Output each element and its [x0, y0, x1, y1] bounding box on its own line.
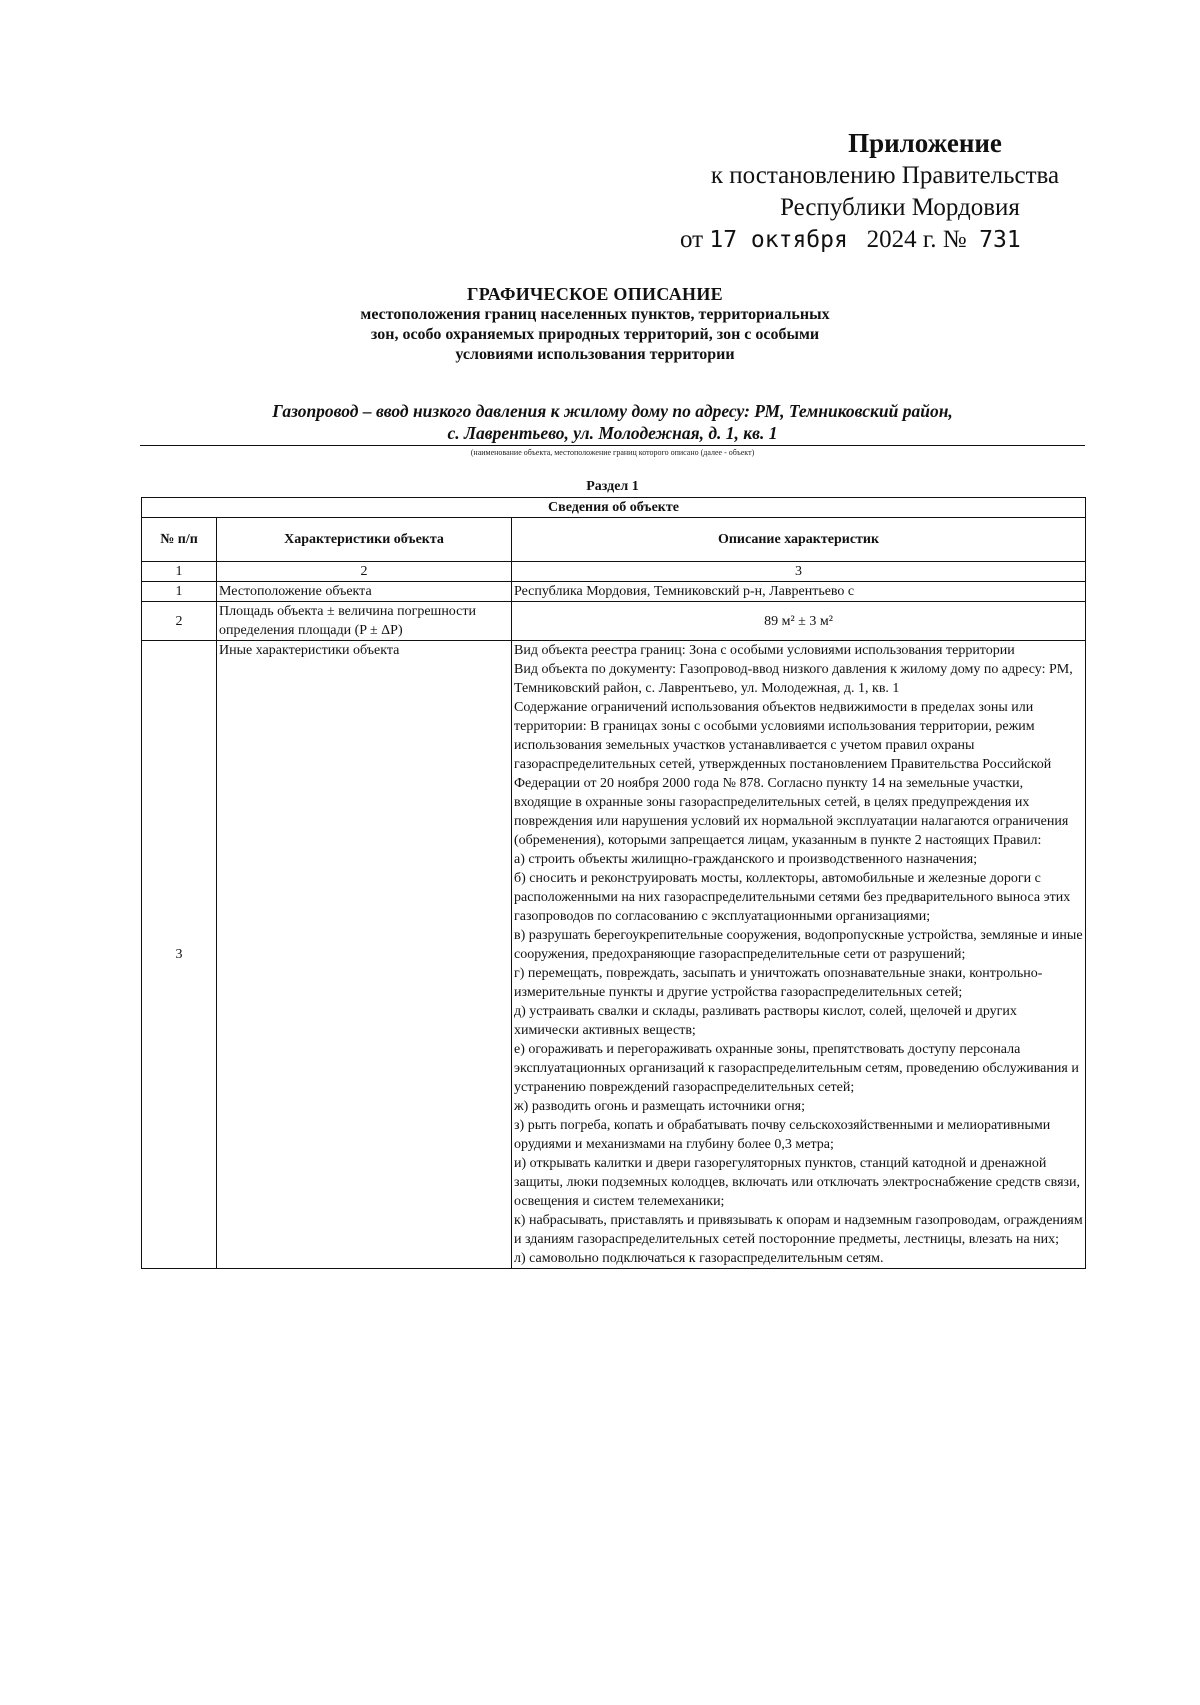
description-paragraph: Содержание ограничений использования объектов недвижимости в пределах зоны или территории: В границах зоны с особыми условиями использования территории, режим использования земельных участков устанавливается с учетом правил охраны газораспределительных сетей, утвержденных постановлением Правительства Российской Федерации от 20 ноября 2000 года № 878. Согласно пункту 14 на земельные участки, входящие в охранные зоны газораспределительных сетей, в целях предупреждения их повреждения или нарушения условий их нормальной эксплуатации налагаются ограничения (обременения), которыми запрещается лицам, указанным в пункте 2 настоящих Правил: [514, 700, 1069, 848]
column-index-2: 2 [217, 562, 512, 582]
table-row [142, 602, 1086, 641]
restriction-item: г) перемещать, повреждать, засыпать и уничтожать опознавательные знаки, контрольно-измерительные пункты и другие устройства газораспределительных сетей; [514, 966, 1043, 1000]
restriction-item: в) разрушать берегоукрепительные сооружения, водопропускные устройства, земляные и иные сооружения, предохраняющие газораспределительные сети от разрушений; [514, 928, 1083, 962]
row-description: Республика Мордовия, Темниковский р-н, Лаврентьево с [512, 582, 1086, 602]
document-title-line-1: местоположения границ населенных пунктов, территориальных [360, 306, 830, 323]
date-prefix: от [680, 226, 704, 253]
restriction-item: е) огораживать и перегораживать охранные зоны, препятствовать доступу персонала эксплуатационных организаций к газораспределительным сетям, проведению обслуживания и устранению повреждений газораспределительных сетей; [514, 1042, 1079, 1095]
restriction-item: д) устраивать свалки и склады, разливать растворы кислот, солей, щелочей и других химически активных веществ; [514, 1004, 1017, 1038]
object-underline [140, 445, 1085, 446]
document-title [250, 283, 940, 365]
object-info-table [141, 497, 1086, 1269]
object-name-line-1: Газопровод – ввод низкого давления к жилому дому по адресу: РМ, Темниковский район, [272, 401, 953, 421]
section-label: Раздел 1 [586, 479, 639, 494]
restriction-item: б) сносить и реконструировать мосты, коллекторы, автомобильные и железные дороги с расположенными на них газораспределительными сетями без предварительного выноса этих газопроводов по согласованию с эксплуатационными организациями; [514, 871, 1071, 924]
appendix-date [640, 224, 1100, 256]
table-title: Сведения об объекте [142, 498, 1086, 518]
description-paragraph: Вид объекта реестра границ: Зона с особыми условиями использования территории [514, 643, 1015, 658]
column-header-number: № п/п [142, 518, 217, 562]
decree-number: 731 [979, 227, 1021, 253]
row-number: 1 [142, 582, 217, 602]
restriction-item: к) набрасывать, приставлять и привязывать к опорам и надземным газопроводам, ограждениям и зданиям газораспределительных сетей посторонние предметы, лестницы, влезать на них; [514, 1213, 1083, 1247]
object-name-line-2: с. Лаврентьево, ул. Молодежная, д. 1, кв. 1 [447, 423, 778, 443]
table-row [142, 641, 1086, 1269]
column-header-characteristics: Характеристики объекта [217, 518, 512, 562]
table-row [142, 582, 1086, 602]
table-index-row [142, 562, 1086, 582]
row-number: 3 [142, 641, 217, 1269]
restriction-item: а) строить объекты жилищно-гражданского и производственного назначения; [514, 852, 978, 867]
appendix-line-2: Республики Мордовия [780, 194, 1020, 221]
restriction-item: ж) разводить огонь и размещать источники огня; [514, 1099, 805, 1114]
table-title-row [142, 498, 1086, 518]
row-number: 2 [142, 602, 217, 641]
row-characteristic: Иные характеристики объекта [217, 641, 512, 1269]
restriction-item: з) рыть погреба, копать и обрабатывать почву сельскохозяйственными и мелиоративными орудиями и механизмами на глубину более 0,3 метра; [514, 1118, 1051, 1152]
restriction-item: и) открывать калитки и двери газорегуляторных пунктов, станций катодной и дренажной защиты, люки подземных колодцев, включать или отключать электроснабжение средств связи, освещения и систем телемеханики; [514, 1156, 1081, 1209]
restriction-item: л) самовольно подключаться к газораспределительным сетям. [514, 1251, 884, 1266]
date-year: 2024 г. № [866, 226, 967, 253]
date-day-month: 17 октября [709, 227, 848, 253]
description-paragraph: Вид объекта по документу: Газопровод-ввод низкого давления к жилому дому по адресу: РМ, Темниковский район, с. Лаврентьево, ул. Молодежная, д. 1, кв. 1 [514, 662, 1073, 696]
object-caption: (наименование объекта, местоположение границ которого описано (далее - объект) [470, 448, 755, 457]
column-index-1: 1 [142, 562, 217, 582]
table-header-row [142, 518, 1086, 562]
document-title-line-2: зон, особо охраняемых природных территорий, зон с особыми [370, 326, 820, 343]
row-characteristic: Площадь объекта ± величина погрешности определения площади (P ± ΔP) [217, 602, 512, 641]
document-title-main: ГРАФИЧЕСКОЕ ОПИСАНИЕ [467, 284, 723, 304]
row-description [512, 641, 1086, 1269]
appendix-header [640, 126, 1100, 256]
object-name [140, 400, 1085, 444]
row-characteristic: Местоположение объекта [217, 582, 512, 602]
document-title-line-3: условиями использования территории [455, 346, 735, 363]
appendix-line-1: к постановлению Правительства [710, 162, 1060, 189]
row-description: 89 м² ± 3 м² [512, 602, 1086, 641]
column-header-description: Описание характеристик [512, 518, 1086, 562]
column-index-3: 3 [512, 562, 1086, 582]
appendix-title: Приложение [848, 128, 1002, 158]
